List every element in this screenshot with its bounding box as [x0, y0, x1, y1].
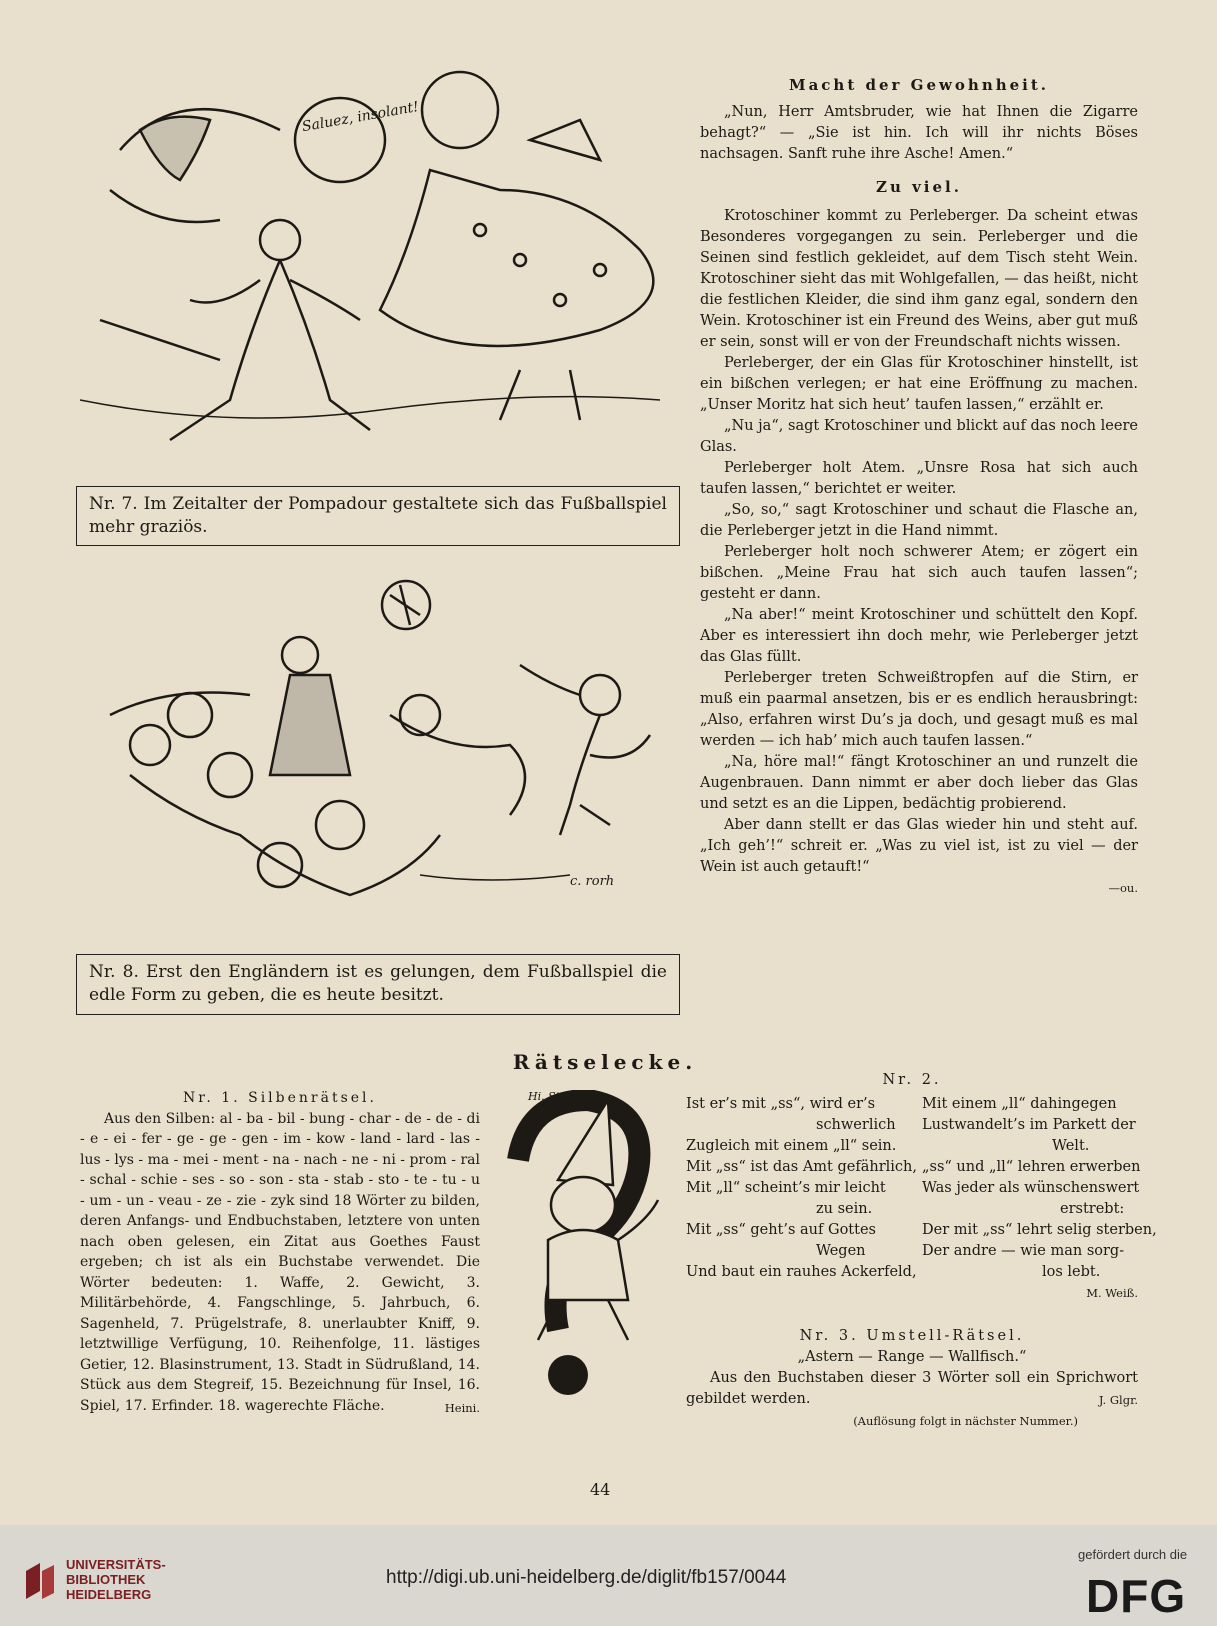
article-2-paragraph: Perleberger treten Schweißtropfen auf die Stirn, er muß ein paarmal ansetzen, bis er es endlich herausbringt: „Also, erfahren wirst Du’s ja doch, und gesagt muß es mal werden — ich hab’ mich auch taufen lassen.“	[700, 670, 1138, 749]
puzzle-2-right-verse	[922, 1094, 1157, 1304]
verse-line: schwerlich	[816, 1117, 896, 1133]
verse-line: Der mit „ss“ lehrt selig sterben,	[922, 1222, 1157, 1238]
library-name-line: BIBLIOTHEK	[66, 1572, 146, 1587]
puzzle-2-heading-wrap	[686, 1070, 1138, 1091]
digital-copy-url[interactable]: http://digi.ub.uni-heidelberg.de/diglit/fb157/0044	[386, 1567, 787, 1588]
puzzle-3	[686, 1326, 1138, 1432]
puzzle-2-signature: M. Weiß.	[1086, 1286, 1138, 1300]
article-2-paragraph: „Na aber!“ meint Krotoschiner und schüttelt den Kopf. Aber es interessiert ihn doch mehr, wie Perleberger jetzt das Glas füllt.	[700, 607, 1138, 665]
article-2-paragraph: Perleberger, der ein Glas für Krotoschiner hinstellt, ist ein bißchen verlegen; er hat eine Eröffnung zu machen. „Unser Moritz hat sich heut’ taufen lassen,“ erzählt er.	[700, 355, 1138, 413]
page-number: 44	[590, 1480, 611, 1499]
puzzle-2-left-verse	[686, 1094, 918, 1283]
puzzle-3-words: „Astern — Range — Wallfisch.“	[797, 1349, 1027, 1365]
article-2-paragraph: „Na, höre mal!“ fängt Krotoschiner an und runzelt die Augenbrauen. Dann nimmt er aber doch lieber das Glas und setzt es an die Lippen, bedächtig probierend.	[700, 754, 1138, 812]
figure-7-caption: Nr. 7. Im Zeitalter der Pompadour gestaltete sich das Fußballspiel mehr graziös.	[76, 486, 680, 546]
verse-line: Was jeder als wünschenswert	[922, 1180, 1140, 1196]
article-2-paragraph: Krotoschiner kommt zu Perleberger. Da scheint etwas Besonderes vorgegangen zu sein. Perleberger und die Seinen sind festlich gekleidet, auf dem Tisch steht Wein. Krotoschiner sieht das mit Wohlgefallen, — das heißt, nicht die festlichen Kleider, die sind ihm ganz egal, sondern den Wein. Krotoschiner ist ein Freund des Weins, aber gut muß er sein, sonst will er von der Freundschaft nichts wissen.	[700, 208, 1138, 350]
article-1-title: Macht der Gewohnheit.	[788, 76, 1050, 94]
verse-line: Ist er’s mit „ss“, wird er’s	[686, 1096, 876, 1112]
verse-line: Lustwandelt’s im Parkett der	[922, 1117, 1136, 1133]
verse-line: Wegen	[816, 1243, 866, 1259]
verse-line: los lebt.	[1042, 1264, 1101, 1280]
verse-line: zu sein.	[816, 1201, 873, 1217]
illustrator-signature: c. rorh	[570, 874, 615, 889]
verse-line: Mit „ss“ ist das Amt gefährlich,	[686, 1159, 917, 1175]
dfg-logo[interactable]: DFG	[1086, 1570, 1187, 1622]
puzzle-3-signature: J. Glgr.	[1098, 1393, 1138, 1407]
illustration-english-football	[90, 575, 680, 920]
speech-bubble-text: Saluez, insolant!	[300, 98, 421, 136]
article-2-title: Zu viel.	[876, 178, 962, 196]
puzzle-1	[80, 1088, 480, 1419]
puzzle-2-heading: Nr. 2.	[882, 1072, 942, 1088]
article-2-paragraph: Aber dann stellt er das Glas wieder hin und steht auf. „Ich geh’!“ schreit er. „Was zu viel ist, ist zu viel — der Wein ist auch getauft!“	[700, 817, 1138, 875]
raetselecke-title: Rätselecke.	[512, 1050, 698, 1074]
library-logo-icon	[22, 1561, 56, 1601]
puzzle-3-heading: Nr. 3. Umstell-Rätsel.	[799, 1328, 1025, 1344]
illustration-pompadour-football	[80, 70, 690, 480]
article-1-text: „Nun, Herr Amtsbruder, wie hat Ihnen die Zigarre behagt?“ — „Sie ist hin. Ich will ihr nichts Böses nachsagen. Sanft ruhe ihre Asche! Amen.“	[700, 104, 1138, 162]
verse-line: Zugleich mit einem „ll“ sein.	[686, 1138, 897, 1154]
right-column	[700, 75, 1138, 899]
article-2-paragraph: Perleberger holt noch schwerer Atem; er zögert ein bißchen. „Meine Frau hat sich auch taufen lassen“; gesteht er dann.	[700, 544, 1138, 602]
verse-line: „ss“ und „ll“ lehren erwerben	[922, 1159, 1141, 1175]
puzzle-1-text: Aus den Silben: al - ba - bil - bung - char - de - de - di - e - ei - fer - ge - ge - gen - im - kow - land - lard - las - lus - lys - ma - mei - ment - na - nach - ne - ni - prom - ral - schal - schie - ses - so - son - sta - stab - sto - te - tu - u - um - un - veau - ze - zie - zyk sind 18 Wörter zu bilden, deren Anfangs- und Endbuchstaben, letztere von unten nach oben gelesen, ein Zitat aus Goethes Faust ergeben; ch ist als ein Buchstabe verwendet. Die Wörter bedeuten: 1. Waffe, 2. Gewicht, 3. Militärbehörde, 4. Fangschlinge, 5. Jahrbuch, 6. Sagenheld, 7. Prügelstrafe, 8. unerlaubter Kniff, 9. letztwillige Verfügung, 10. Reihenfolge, 11. lästiges Getier, 12. Blasinstrument, 13. Stadt in Südrußland, 14. Stück aus dem Stegreif, 15. Bezeichnung für Insel, 16. Spiel, 17. Erfinder. 18. wagerechte Fläche.	[80, 1110, 480, 1414]
figure-text: Hi. St.	[528, 1090, 564, 1103]
funded-by-label: gefördert durch die	[1078, 1547, 1188, 1562]
verse-line: erstrebt:	[1060, 1201, 1125, 1217]
puzzle-1-signature: Heini.	[444, 1401, 480, 1415]
solution-note: (Auflösung folgt in nächster Nummer.)	[853, 1414, 1078, 1428]
article-2-paragraph: „So, so,“ sagt Krotoschiner und schaut die Flasche an, die Perleberger jetzt in die Hand nimmt.	[700, 502, 1138, 539]
figure-8-caption: Nr. 8. Erst den Engländern ist es gelungen, dem Fußballspiel die edle Form zu geben, die es heute besitzt.	[76, 954, 680, 1015]
verse-line: Welt.	[1052, 1138, 1090, 1154]
library-name-line: HEIDELBERG	[66, 1587, 152, 1602]
verse-line: Mit „ll“ scheint’s mir leicht	[686, 1180, 886, 1196]
question-mark-gnome-illustration	[488, 1090, 668, 1400]
library-name-line: UNIVERSITÄTS-	[66, 1557, 166, 1572]
verse-line: Und baut ein rauhes Ackerfeld,	[686, 1264, 917, 1280]
article-2-paragraph: „Nu ja“, sagt Krotoschiner und blickt auf das noch leere Glas.	[700, 418, 1138, 455]
footer-bar	[0, 1525, 1217, 1626]
article-2-paragraph: Perleberger holt Atem. „Unsre Rosa hat sich auch taufen lassen,“ berichtet er weiter.	[700, 460, 1138, 497]
puzzle-1-heading: Nr. 1. Silbenrätsel.	[183, 1090, 377, 1106]
article-2-signature: —ou.	[1108, 881, 1138, 895]
verse-line: Der andre — wie man sorg-	[922, 1243, 1125, 1259]
verse-line: Mit einem „ll“ dahingegen	[922, 1096, 1117, 1112]
verse-line: Mit „ss“ geht’s auf Gottes	[686, 1222, 876, 1238]
library-name[interactable]	[66, 1557, 166, 1602]
puzzle-3-text: Aus den Buchstaben dieser 3 Wörter soll ein Sprichwort gebildet werden.	[686, 1370, 1138, 1407]
